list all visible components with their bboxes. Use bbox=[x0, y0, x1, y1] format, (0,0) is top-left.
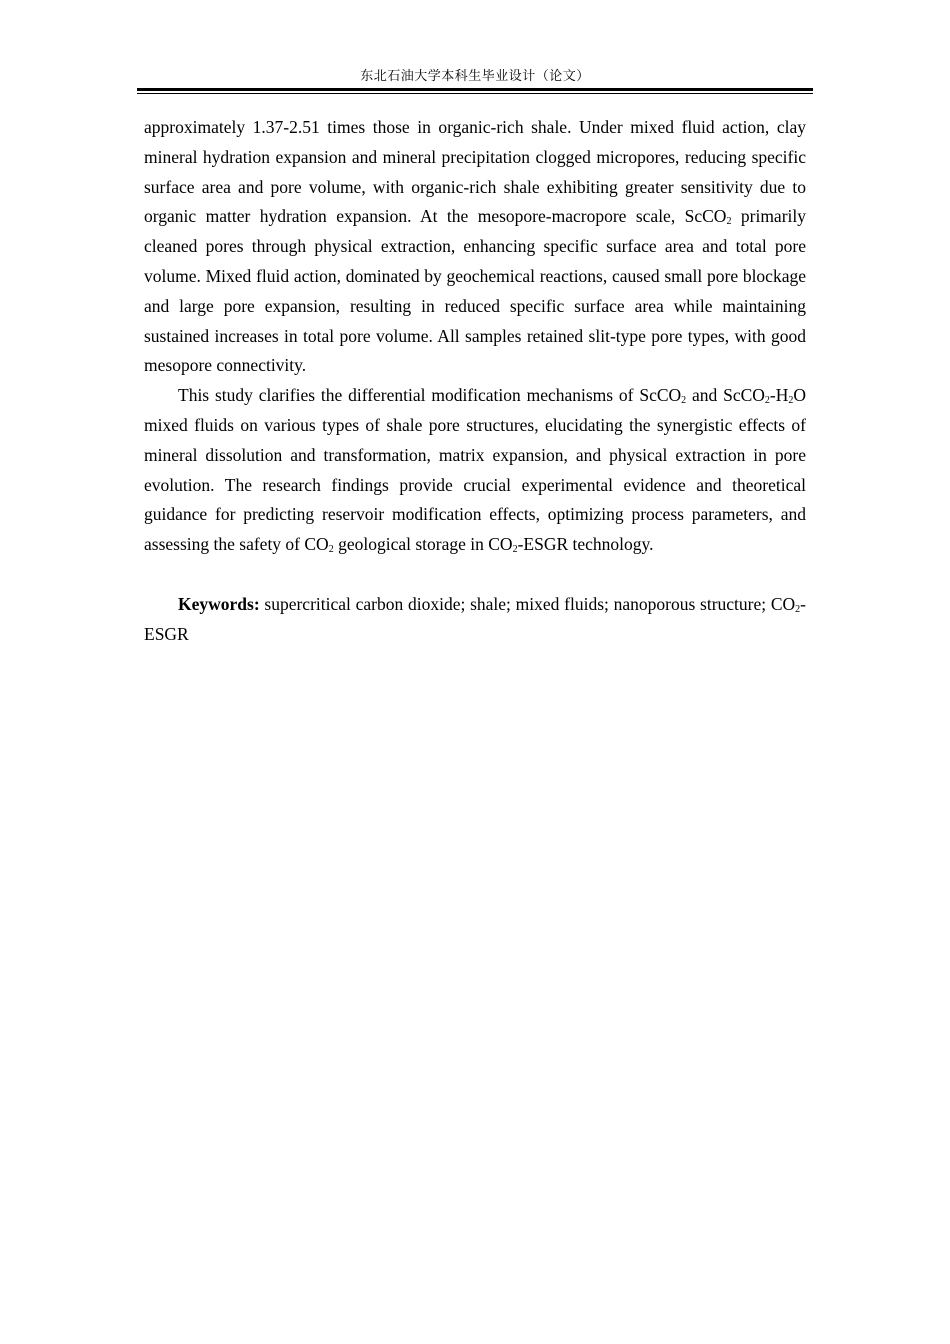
header-rule-thin bbox=[137, 93, 813, 94]
text-segment: This study clarifies the differential modification mechanisms of ScCO bbox=[178, 385, 682, 406]
keywords-text: -ESGR bbox=[144, 593, 806, 644]
keywords-paragraph bbox=[144, 590, 806, 650]
subscript: 2 bbox=[681, 395, 687, 407]
subscript: 2 bbox=[512, 544, 518, 556]
abstract-paragraph-1 bbox=[144, 113, 806, 381]
abstract-body bbox=[144, 113, 806, 649]
subscript: 2 bbox=[764, 395, 770, 407]
text-segment: O mixed fluids on various types of shale pore structures, elucidating the synergistic effects of mineral dissolution and transformation, matrix expansion, and physical extraction in pore evolution. The research findings provide crucial experimental evidence and theoretical guidance for predicting reservoir modification effects, optimizing process parameters, and assessing the safety of CO bbox=[144, 385, 807, 555]
subscript: 2 bbox=[726, 216, 732, 228]
text-segment: -H bbox=[769, 385, 789, 406]
text-segment: primarily cleaned pores through physical extraction, enhancing specific surface area and total pore volume. Mixed fluid action, dominated by geochemical reactions, caused small pore blockage and large pore expansion, resulting in reduced specific surface area while maintaining sustained increases in total pore volume. All samples retained slit-type pore types, with good mesopore connectivity. bbox=[144, 206, 807, 376]
text-segment: approximately 1.37-2.51 times those in organic-rich shale. Under mixed fluid action, clay mineral hydration expansion and mineral precipitation clogged micropores, reducing specific surface area and pore volume, with organic-rich shale exhibiting greater sensitivity due to organic matter hydration expansion. At the mesopore-macropore scale, ScCO bbox=[144, 117, 806, 227]
subscript: 2 bbox=[788, 395, 794, 407]
text-segment: geological storage in CO bbox=[333, 534, 513, 555]
text-segment: and ScCO bbox=[686, 385, 765, 406]
subscript: 2 bbox=[795, 603, 801, 615]
keywords-text: supercritical carbon dioxide; shale; mixed fluids; nanoporous structure; CO bbox=[259, 593, 796, 614]
abstract-paragraph-2 bbox=[144, 381, 806, 560]
keywords-label: Keywords: bbox=[178, 593, 260, 614]
header-rule-thick bbox=[137, 88, 813, 91]
text-segment: -ESGR technology. bbox=[517, 534, 654, 555]
subscript: 2 bbox=[328, 544, 334, 556]
page-header: 东北石油大学本科生毕业设计（论文） bbox=[360, 69, 590, 84]
